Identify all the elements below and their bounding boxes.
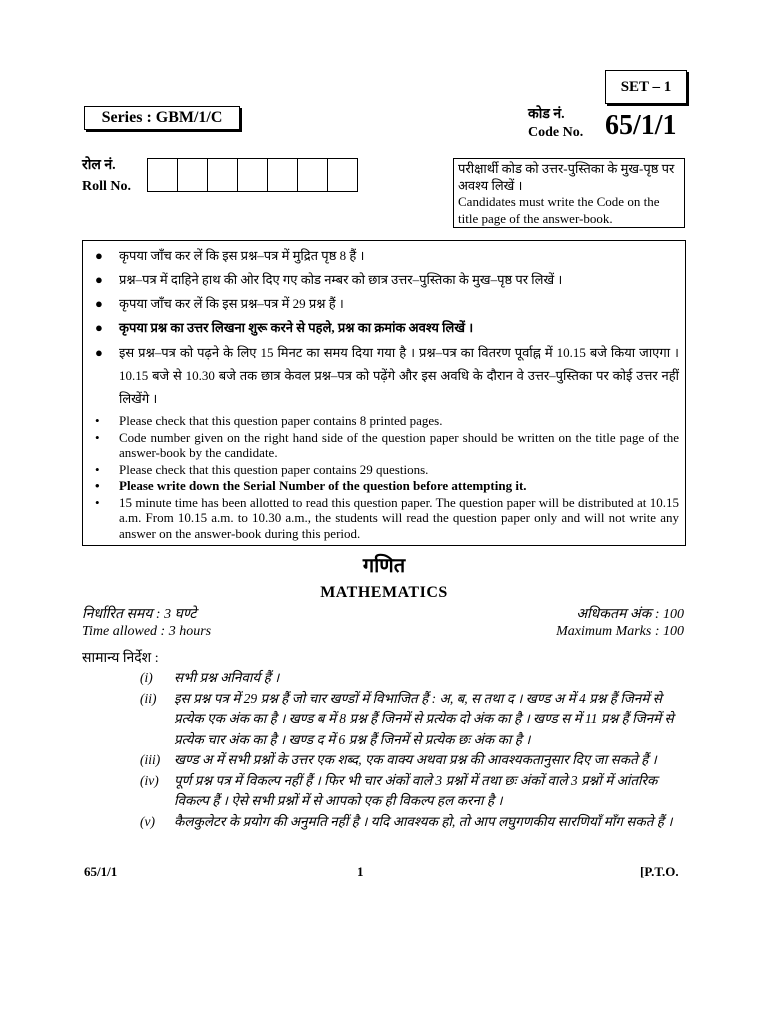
bullet-icon: ● xyxy=(95,296,103,311)
roll-digit-box[interactable] xyxy=(237,158,268,192)
roll-digit-box[interactable] xyxy=(267,158,298,192)
roll-label-en: Roll No. xyxy=(82,179,131,194)
instruction-hi-item: ● प्रश्न–पत्र में दाहिने हाथ की ओर दिए गए कोड नम्बर को छात्र उत्तर–पुस्तिका के मुख–पृष्ठ पर लिखें । xyxy=(89,269,679,290)
roll-digit-box[interactable] xyxy=(327,158,358,192)
instruction-en-item: • 15 minute time has been allotted to read this question paper. The question paper will be distributed at 10.15 a.m. From 10.15 a.m. to 10.30 a.m., the students will read the question paper only and will not write any answer on the answer-book during this period. xyxy=(95,494,679,541)
instruction-hi-item: ● कृपया प्रश्न का उत्तर लिखना शुरू करने से पहले, प्रश्न का क्रमांक अवश्य लिखें । xyxy=(89,317,679,338)
bullet-icon: • xyxy=(95,429,100,445)
roll-digit-box[interactable] xyxy=(207,158,238,192)
page-number: 1 xyxy=(357,864,364,879)
roll-digit-box[interactable] xyxy=(147,158,178,192)
pto-label: [P.T.O. xyxy=(640,864,679,879)
bullet-icon: • xyxy=(95,413,100,428)
general-instruction-item: (i) सभी प्रश्न अनिवार्य हैं । xyxy=(140,670,280,685)
roll-number-boxes[interactable] xyxy=(148,158,358,192)
max-marks-en: Maximum Marks : 100 xyxy=(556,624,684,639)
bullet-icon: ● xyxy=(95,320,103,335)
bullet-icon: ● xyxy=(95,248,103,263)
roll-digit-box[interactable] xyxy=(297,158,328,192)
instruction-en-item: • Please check that this question paper contains 29 questions. xyxy=(95,461,429,477)
bullet-icon: • xyxy=(95,478,100,493)
series-label: Series : GBM/1/C xyxy=(84,106,240,130)
code-label-hi: कोड नं. xyxy=(528,107,565,122)
time-allowed-en: Time allowed : 3 hours xyxy=(82,624,212,639)
subject-title-en: MATHEMATICS xyxy=(320,584,448,601)
bullet-icon: • xyxy=(95,494,100,510)
roll-digit-box[interactable] xyxy=(177,158,208,192)
instruction-en-item: • Please write down the Serial Number of the question before attempting it. xyxy=(95,478,527,493)
instruction-hi-item: ● कृपया जाँच कर लें कि इस प्रश्न–पत्र में मुद्रित पृष्ठ 8 हैं । xyxy=(89,245,679,266)
roll-label-hi: रोल नं. xyxy=(82,158,116,173)
set-label: SET – 1 xyxy=(605,70,687,104)
general-instruction-item: (v) कैलकुलेटर के प्रयोग की अनुमति नहीं है । यदि आवश्यक हो, तो आप लघुगणकीय सारणियाँ माँग सकते हैं । xyxy=(140,813,673,829)
max-marks-hi: अधिकतम अंक : 100 xyxy=(576,607,684,622)
general-instruction-item: (iv) पूर्ण प्रश्न पत्र में विकल्प नहीं हैं । फिर भी चार अंकों वाले 3 प्रश्नों में तथा छः अंकों वाले 3 प्रश्नों में आंतरिक विकल्प हैं । ऐसे सभी प्रश्नों में से आपको एक ही विकल्प हल करना है । xyxy=(140,772,658,808)
general-instruction-item: (ii) इस प्रश्न पत्र में 29 प्रश्न हैं जो चार खण्डों में विभाजित हैं : अ, ब, स तथा द । खण्ड अ में 4 प्रश्न हैं जिनमें से प्रत्येक एक अंक का है । खण्ड ब में 8 प्रश्न हैं जिनमें से प्रत्येक दो अंक का है । खण्ड स में 11 प्रश्न हैं जिनमें से प्रत्येक चार अंक का है । खण्ड द में 6 प्रश्न हैं जिनमें से प्रत्येक छः अंक का है । xyxy=(140,690,674,747)
instruction-en-item: • Code number given on the right hand side of the question paper should be written on the title page of the answer-book by the candidate. xyxy=(95,429,679,460)
candidate-note-hi: परीक्षार्थी कोड को उत्तर-पुस्तिका के मुख-पृष्ठ पर अवश्य लिखें । xyxy=(458,161,675,193)
candidate-note-box xyxy=(453,158,685,228)
general-instructions-list xyxy=(140,668,688,832)
general-instructions-heading: सामान्य निर्देश : xyxy=(82,651,159,666)
time-allowed-hi: निर्धारित समय : 3 घण्टे xyxy=(82,607,197,622)
code-label xyxy=(528,106,583,142)
instruction-hi-item: ● इस प्रश्न–पत्र को पढ़ने के लिए 15 मिनट का समय दिया गया है । प्रश्न–पत्र का वितरण पूर्वाह्न में 10.15 बजे किया जाएगा । 10.15 बजे से 10.30 बजे तक छात्र केवल प्रश्न–पत्र को पढ़ेंगे और इस अवधि के दौरान वे उत्तर–पुस्तिका पर कोई उत्तर नहीं लिखेंगे । xyxy=(89,341,679,410)
roll-label xyxy=(82,155,131,197)
candidate-note-en: Candidates must write the Code on the title page of the answer-book. xyxy=(458,194,660,226)
code-number: 65/1/1 xyxy=(605,110,677,141)
code-label-en: Code No. xyxy=(528,125,584,140)
bullet-icon: • xyxy=(95,461,100,477)
bullet-icon: ● xyxy=(95,345,103,360)
instruction-en-item: • Please check that this question paper contains 8 printed pages. xyxy=(95,413,443,428)
footer-code: 65/1/1 xyxy=(84,864,118,879)
bullet-icon: ● xyxy=(95,272,103,287)
subject-title-hi: गणित xyxy=(362,555,406,577)
general-instruction-item: (iii) खण्ड अ में सभी प्रश्नों के उत्तर एक शब्द, एक वाक्य अथवा प्रश्न की आवश्यकतानुसार दिए जा सकते हैं । xyxy=(140,752,657,767)
instructions-box xyxy=(82,240,686,546)
instruction-hi-item: ● कृपया जाँच कर लें कि इस प्रश्न–पत्र में 29 प्रश्न हैं । xyxy=(89,293,679,314)
